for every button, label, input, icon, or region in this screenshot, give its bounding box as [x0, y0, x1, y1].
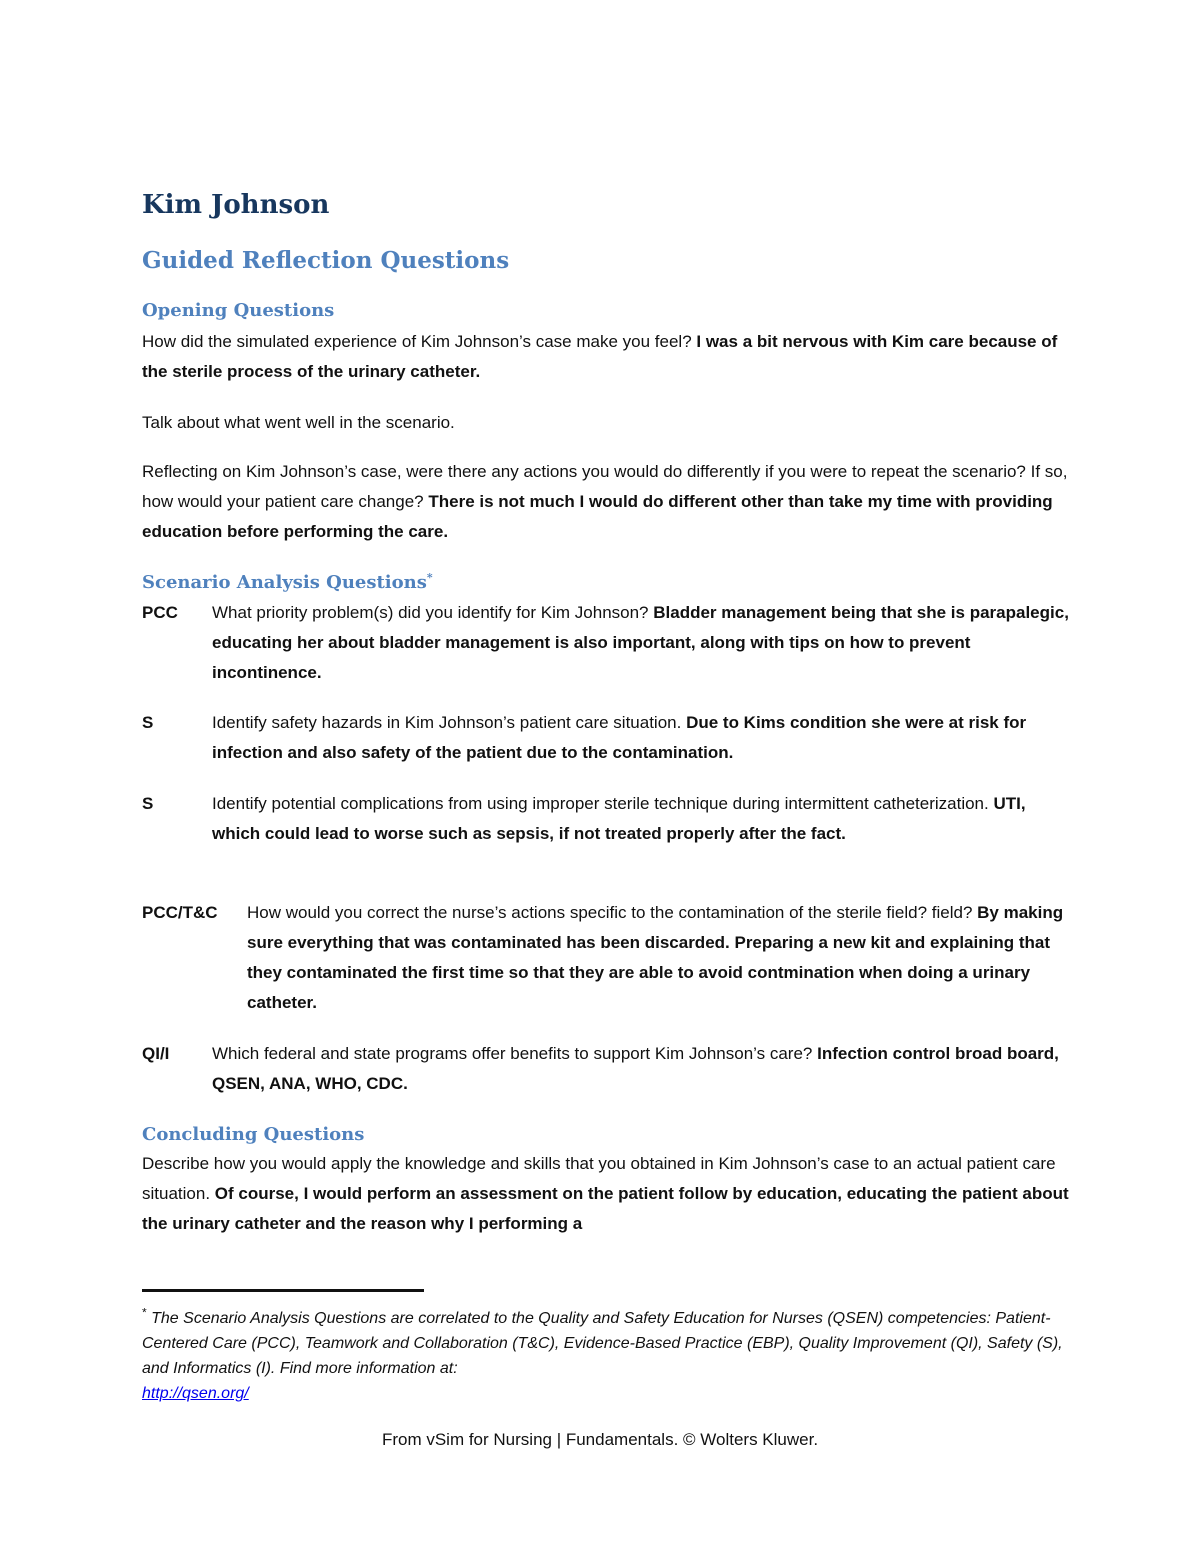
scenario-question: Which federal and state programs offer benefits to support Kim Johnson’s care? [212, 1044, 813, 1063]
qsen-link[interactable]: http://qsen.org/ [142, 1385, 249, 1402]
scenario-answer: Infection control broad board, QSEN, ANA, WHO, CDC. [212, 1044, 1059, 1093]
guided-reflection-heading: Guided Reflection Questions [142, 247, 510, 274]
scenario-item-body [212, 598, 1072, 688]
footnote [142, 1306, 1072, 1406]
scenario-answer: Bladder management being that she is parapalegic, educating her about bladder management is also important, along with tips on how to prevent incontinence. [212, 603, 1069, 682]
concluding-a1-text: Of course, I would perform an assessment on the patient follow by education, educating the patient about the urinary catheter and the reason why I performing a [142, 1184, 1069, 1233]
scenario-answer: By making sure everything that was contaminated has been discarded. Preparing a new kit and explaining that they contaminated the first time so that they are able to avoid contmination when doing a urinary catheter. [247, 903, 1064, 1012]
opening-q1-text: How did the simulated experience of Kim Johnson’s case make you feel? [142, 332, 692, 351]
qsen-code-label: QI/I [142, 1044, 170, 1063]
scenario-item-body [212, 708, 1072, 768]
footnote-mark: * [142, 1305, 147, 1320]
page-footer: From vSim for Nursing | Fundamentals. © Wolters Kluwer. [381, 1430, 819, 1449]
scenario-item-body [212, 1039, 1072, 1099]
patient-name-title: Kim Johnson [142, 190, 330, 220]
scenario-item-pcc [142, 598, 1072, 690]
footnote-text: The Scenario Analysis Questions are correlated to the Quality and Safety Education for Nurses (QSEN) competencies: Patient-Centered Care (PCC), Teamwork and Collaboration (T&C), Evidence-Based Practice (EBP), Quality Improvement (QI), Safety (S), and Informatics (I). Find more information at: [142, 1310, 1063, 1377]
concluding-q1-text: Describe how you would apply the knowledge and skills that you obtained in Kim Johnson’s case to an actual patient care situation. [142, 1154, 1056, 1203]
scenario-question: What priority problem(s) did you identify for Kim Johnson? [212, 603, 649, 622]
scenario-item-programs [142, 1039, 1072, 1101]
opening-question-3 [142, 457, 1072, 547]
scenario-heading-text: Scenario Analysis Questions [142, 572, 427, 593]
scenario-item-safety-hazards [142, 708, 1072, 770]
qsen-code-label: PCC/T&C [142, 903, 218, 922]
scenario-question: How would you correct the nurse’s actions specific to the contamination of the sterile field? field? [247, 903, 973, 922]
opening-q3-text: Reflecting on Kim Johnson’s case, were there any actions you would do differently if you were to repeat the scenario? If so, how would your patient care change? [142, 462, 1068, 511]
scenario-item-complications [142, 789, 1072, 881]
qsen-code-label: PCC [142, 603, 178, 622]
opening-questions-heading: Opening Questions [142, 300, 335, 321]
scenario-item-body [247, 898, 1072, 1018]
opening-a3-text: There is not much I would do different other than take my time with providing education before performing the care. [142, 492, 1053, 541]
scenario-answer: UTI, which could lead to worse such as sepsis, if not treated properly after the fact. [212, 794, 1026, 843]
scenario-analysis-heading [142, 572, 433, 593]
concluding-question-1 [142, 1149, 1072, 1241]
opening-question-2: Talk about what went well in the scenario. [142, 413, 455, 432]
footnote-separator [142, 1289, 424, 1292]
scenario-question: Identify safety hazards in Kim Johnson’s patient care situation. [212, 713, 682, 732]
qsen-code-label: S [142, 794, 154, 813]
footnote-marker: * [426, 571, 433, 584]
opening-a1-text: I was a bit nervous with Kim care because of the sterile process of the urinary catheter. [142, 332, 1058, 381]
scenario-item-body [212, 789, 1072, 849]
scenario-item-correction [142, 898, 1072, 1020]
scenario-answer: Due to Kims condition she were at risk for infection and also safety of the patient due to the contamination. [212, 713, 1027, 762]
opening-question-1 [142, 327, 1072, 387]
scenario-question: Identify potential complications from using improper sterile technique during intermittent catheterization. [212, 794, 989, 813]
concluding-questions-heading: Concluding Questions [142, 1124, 365, 1145]
qsen-code-label: S [142, 713, 154, 732]
